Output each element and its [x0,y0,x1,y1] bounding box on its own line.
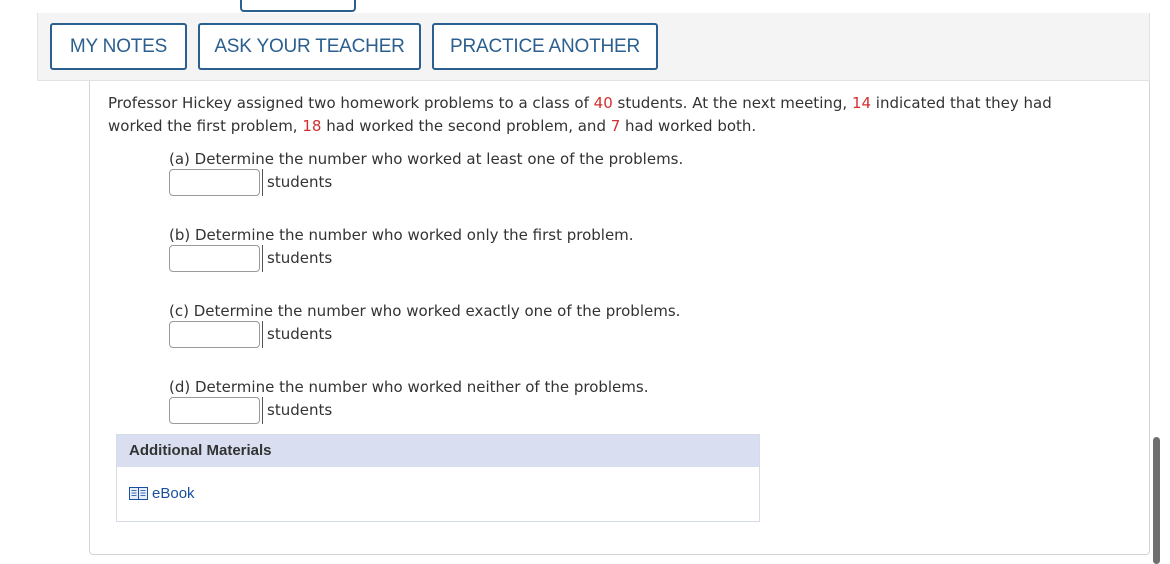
additional-materials-panel [116,434,760,522]
part-c-answer-input[interactable] [169,321,260,348]
part-a-unit: students [262,169,332,196]
book-icon [129,486,148,501]
second-problem-count: 18 [302,117,322,135]
ask-your-teacher-button[interactable]: ASK YOUR TEACHER [198,23,421,70]
first-problem-count: 14 [851,94,872,112]
page-scrollbar[interactable] [1153,437,1160,564]
ebook-link[interactable] [129,485,195,502]
ebook-link-label: eBook [152,485,195,502]
part-d-unit: students [262,397,332,424]
part-c-unit: students [262,321,332,348]
question-stem [108,92,1108,138]
my-notes-button[interactable]: MY NOTES [50,23,187,70]
class-size-number: 40 [593,94,613,112]
part-a-prompt: (a) Determine the number who worked at least one of the problems. [169,150,684,168]
stem-text-1: Professor Hickey assigned two homework problems to a class of [108,94,594,112]
part-b-unit: students [262,245,332,272]
stem-text-4: had worked the second problem, and [321,117,611,135]
part-d-answer-input[interactable] [169,397,260,424]
stem-text-3: indicated that they had worked the first problem, [108,94,1052,135]
part-b-prompt: (b) Determine the number who worked only the first problem. [169,226,634,244]
part-c-prompt: (c) Determine the number who worked exactly one of the problems. [169,302,681,320]
additional-materials-heading: Additional Materials [117,435,759,467]
stem-text-5: had worked both. [620,117,757,135]
part-a-answer-input[interactable] [169,169,260,196]
both-problems-count: 7 [610,117,621,135]
part-d-prompt: (d) Determine the number who worked neither of the problems. [169,378,649,396]
stem-text-2: students. At the next meeting, [612,94,852,112]
question-toolbar [37,13,1150,81]
part-b-answer-input[interactable] [169,245,260,272]
previous-button-stub[interactable] [240,0,356,12]
practice-another-button[interactable]: PRACTICE ANOTHER [432,23,658,70]
